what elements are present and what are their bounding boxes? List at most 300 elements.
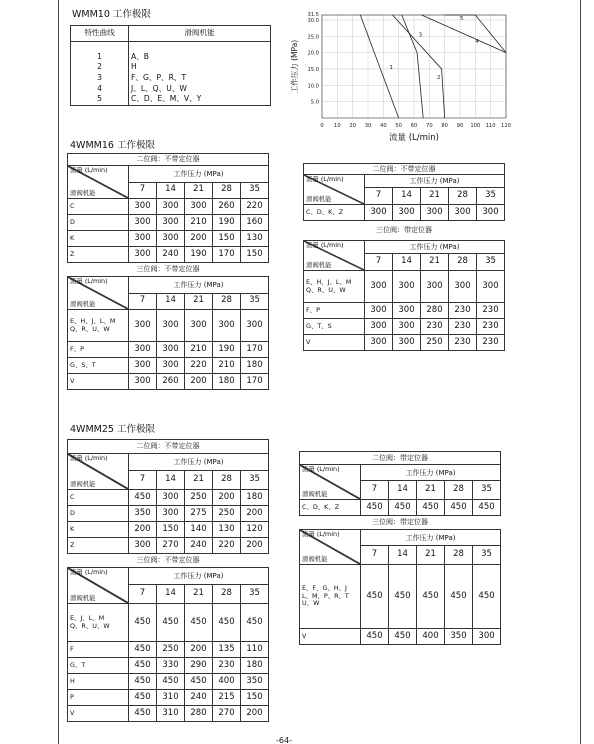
wmm25-left-cell-value: 450 <box>129 658 157 674</box>
wmm16-left-cell-value: 300 <box>157 215 185 231</box>
wmm16-left-row-label: F、P <box>68 342 129 358</box>
wmm25-left-pressure-14: 14 <box>157 471 185 490</box>
wmm25-left-cell-value: 220 <box>213 538 241 554</box>
wmm16-left-row-label: V <box>68 374 129 390</box>
wmm10-row <box>71 84 271 95</box>
chart-x-tick-label: 80 <box>441 123 448 129</box>
wmm16-right-table <box>303 163 505 351</box>
wmm25-right-row-label: C、D、K、Z <box>300 500 361 516</box>
wmm25-right-subtitle: 三位阀：带定位器 <box>300 516 501 530</box>
chart-series-line-4 <box>422 15 506 53</box>
wmm16-left-cell-value: 300 <box>129 247 157 263</box>
wmm25-left-data-row <box>68 658 269 674</box>
wmm25-left-cell-value: 350 <box>129 506 157 522</box>
wmm25-right-pressure-35: 35 <box>473 481 501 500</box>
wmm16-right-cell-value: 300 <box>365 319 393 335</box>
wmm25-right-pressure-7: 7 <box>361 481 389 500</box>
wmm25-left-cell-value: 450 <box>129 690 157 706</box>
wmm25-left-cell-value: 120 <box>241 522 269 538</box>
wmm25-left-cell-value: 215 <box>213 690 241 706</box>
wmm16-left-cell-value: 210 <box>185 342 213 358</box>
wmm16-left-cell-value: 170 <box>241 374 269 390</box>
wmm16-right-data-row <box>304 271 505 303</box>
wmm25-right-block <box>299 451 500 645</box>
wmm16-left-cell-value: 210 <box>213 358 241 374</box>
wmm25-left-cell-value: 200 <box>241 538 269 554</box>
wmm16-left-cell-value: 170 <box>241 342 269 358</box>
wmm16-right-cell-value: 300 <box>421 271 449 303</box>
wmm16-right-cell-value: 300 <box>393 205 421 221</box>
wmm16-right-pressure-35: 35 <box>477 188 505 205</box>
wmm25-right-row-label: E、F、G、H、J L、M、P、R、T U、W <box>300 565 361 629</box>
wmm25-left-cell-value: 450 <box>157 674 185 690</box>
wmm25-right-spool-label: 滑阀机能 <box>302 554 328 563</box>
wmm16-left-cell-value: 260 <box>157 374 185 390</box>
wmm16-right-cell-value: 300 <box>365 271 393 303</box>
chart-x-tick-label: 20 <box>349 123 356 129</box>
wmm10-spool-function: A、B <box>129 42 271 62</box>
wmm16-left-data-row <box>68 374 269 390</box>
wmm16-left-cell-value: 190 <box>213 342 241 358</box>
wmm25-left-cell-value: 200 <box>213 490 241 506</box>
wmm16-left-cell-value: 210 <box>185 215 213 231</box>
wmm16-left-cell-value: 260 <box>213 199 241 215</box>
diagonal-header <box>300 530 360 564</box>
wmm16-right-pressure-label: 工作压力 (MPa) <box>365 241 505 254</box>
wmm25-left-cell-value: 135 <box>213 642 241 658</box>
chart-x-tick-label: 0 <box>320 123 324 129</box>
wmm16-left-cell-value: 300 <box>129 231 157 247</box>
wmm25-left-pressure-21: 21 <box>185 471 213 490</box>
diagonal-header <box>68 166 128 198</box>
wmm16-left-spool-label: 滑阀机能 <box>70 188 96 197</box>
wmm16-right-flow-spool-diagonal-cell <box>304 241 365 271</box>
diagonal-header <box>304 175 364 204</box>
wmm25-left-data-row <box>68 642 269 658</box>
wmm16-left-subtitle: 二位阀：不带定位器 <box>68 154 269 166</box>
wmm25-left-cell-value: 200 <box>241 506 269 522</box>
wmm25-left-subtitle-row <box>68 554 269 568</box>
wmm25-right-pressure-21: 21 <box>417 546 445 565</box>
wmm25-left-row-label: V <box>68 706 129 722</box>
wmm25-right-cell-value: 450 <box>361 500 389 516</box>
chart-x-axis-label: 流量 (L/min) <box>389 133 439 143</box>
chart-x-tick-label: 50 <box>395 123 402 129</box>
chart-x-tick-label: 70 <box>426 123 433 129</box>
wmm25-left-row-label: C <box>68 490 129 506</box>
wmm16-left-cell-value: 300 <box>185 310 213 342</box>
wmm16-left-pressure-7: 7 <box>129 293 157 310</box>
wmm25-left-data-row <box>68 604 269 642</box>
wmm16-left-cell-value: 300 <box>129 374 157 390</box>
wmm25-right-cell-value: 350 <box>445 629 473 645</box>
chart-series-label: 1 <box>389 64 393 71</box>
wmm25-left-data-row <box>68 706 269 722</box>
wmm16-left-pressure-7: 7 <box>129 182 157 199</box>
wmm16-right-flow-label: 流量 (L/min) <box>306 241 344 249</box>
wmm10-curve-number: 2 <box>71 62 129 73</box>
wmm16-right-cell-value: 300 <box>365 303 393 319</box>
wmm16-left-data-row <box>68 199 269 215</box>
wmm25-left-pressure-7: 7 <box>129 471 157 490</box>
wmm25-left-data-row <box>68 538 269 554</box>
wmm25-left-cell-value: 240 <box>185 690 213 706</box>
wmm25-right-pressure-21: 21 <box>417 481 445 500</box>
wmm16-left-pressure-21: 21 <box>185 182 213 199</box>
wmm16-left-cell-value: 300 <box>241 310 269 342</box>
wmm25-left-pressure-28: 28 <box>213 471 241 490</box>
wmm16-right-cell-value: 280 <box>421 303 449 319</box>
wmm16-right-pressure-35: 35 <box>477 254 505 271</box>
wmm25-left-cell-value: 400 <box>213 674 241 690</box>
wmm25-left-row-label: G、T <box>68 658 129 674</box>
wmm16-left-data-row <box>68 215 269 231</box>
wmm25-right-subtitle: 二位阀：带定位器 <box>300 452 501 465</box>
wmm25-right-data-row <box>300 565 501 629</box>
wmm16-right-cell-value: 300 <box>477 271 505 303</box>
wmm25-right-flow-label: 流量 (L/min) <box>302 465 340 473</box>
wmm25-left-pressure-21: 21 <box>185 585 213 604</box>
wmm16-left-data-row <box>68 310 269 342</box>
diagonal-header <box>68 568 128 603</box>
wmm16-left-cell-value: 200 <box>185 231 213 247</box>
wmm16-right-pressure-21: 21 <box>421 254 449 271</box>
chart-x-tick-label: 10 <box>334 123 341 129</box>
wmm16-left-data-row <box>68 247 269 263</box>
wmm16-right-data-row <box>304 335 505 351</box>
wmm16-left-row-label: C <box>68 199 129 215</box>
wmm16-right-subtitle-row <box>304 164 505 175</box>
wmm16-left-cell-value: 300 <box>129 199 157 215</box>
wmm25-left-cell-value: 450 <box>241 604 269 642</box>
wmm16-right-row-label: G、T、S <box>304 319 365 335</box>
wmm16-left-pressure-35: 35 <box>241 182 269 199</box>
wmm16-left-subtitle: 三位阀：不带定位器 <box>68 263 269 277</box>
wmm25-left-row-label: P <box>68 690 129 706</box>
wmm25-left-data-row <box>68 506 269 522</box>
wmm16-right-cell-value: 300 <box>449 205 477 221</box>
wmm25-right-cell-value: 450 <box>417 500 445 516</box>
chart-x-tick-label: 110 <box>485 123 496 129</box>
wmm25-right-cell-value: 450 <box>473 500 501 516</box>
wmm25-right-subtitle-row <box>300 516 501 530</box>
wmm25-left-cell-value: 240 <box>185 538 213 554</box>
wmm16-right-cell-value: 300 <box>477 205 505 221</box>
wmm16-left-pressure-14: 14 <box>157 293 185 310</box>
wmm16-right-cell-value: 300 <box>365 335 393 351</box>
wmm25-left-row-label: Z <box>68 538 129 554</box>
wmm16-right-row-label: E、H、J、L、M Q、R、U、W <box>304 271 365 303</box>
wmm25-left-cell-value: 300 <box>157 506 185 522</box>
wmm25-title: 4WMM25 工作极限 <box>70 424 155 435</box>
wmm25-right-flow-label: 流量 (L/min) <box>302 530 340 538</box>
wmm25-left-row-label: E、J、L、M Q、R、U、W <box>68 604 129 642</box>
wmm16-right-pressure-7: 7 <box>365 188 393 205</box>
wmm25-left-cell-value: 450 <box>185 674 213 690</box>
wmm16-right-cell-value: 300 <box>393 271 421 303</box>
wmm16-left-table <box>67 153 269 390</box>
wmm25-left-subtitle-row <box>68 440 269 454</box>
wmm10-spool-function: J、L、Q、U、W <box>129 84 271 95</box>
wmm16-right-cell-value: 230 <box>449 303 477 319</box>
wmm25-left-cell-value: 450 <box>213 604 241 642</box>
wmm16-left-cell-value: 190 <box>213 215 241 231</box>
wmm16-left-subtitle-row <box>68 263 269 277</box>
wmm16-left-cell-value: 170 <box>213 247 241 263</box>
wmm16-right-pressure-7: 7 <box>365 254 393 271</box>
wmm16-left-row-label: G、S、T <box>68 358 129 374</box>
wmm10-row <box>71 42 271 62</box>
wmm25-left-block <box>67 439 268 722</box>
wmm16-left-cell-value: 300 <box>129 358 157 374</box>
wmm16-left-flow-spool-diagonal-cell <box>68 277 129 310</box>
wmm16-left-data-row <box>68 342 269 358</box>
wmm10-header-curve: 特性曲线 <box>71 26 129 42</box>
diagonal-header <box>68 454 128 489</box>
wmm25-left-cell-value: 200 <box>241 706 269 722</box>
chart-series-label: 2 <box>437 74 441 81</box>
wmm25-left-data-row <box>68 522 269 538</box>
wmm25-left-cell-value: 150 <box>157 522 185 538</box>
wmm25-left-pressure-7: 7 <box>129 585 157 604</box>
wmm25-left-pressure-label: 工作压力 (MPa) <box>129 454 269 471</box>
wmm16-right-cell-value: 230 <box>477 335 505 351</box>
wmm25-left-data-row <box>68 690 269 706</box>
wmm16-left-row-label: Z <box>68 247 129 263</box>
wmm25-right-pressure-28: 28 <box>445 481 473 500</box>
wmm25-left-pressure-35: 35 <box>241 471 269 490</box>
wmm16-left-pressure-label: 工作压力 (MPa) <box>129 277 269 294</box>
wmm16-left-cell-value: 300 <box>129 310 157 342</box>
chart-x-tick-label: 40 <box>380 123 387 129</box>
wmm25-left-cell-value: 300 <box>129 538 157 554</box>
wmm16-left-data-row <box>68 358 269 374</box>
wmm16-left-cell-value: 300 <box>213 310 241 342</box>
wmm16-right-pressure-28: 28 <box>449 188 477 205</box>
wmm16-left-cell-value: 180 <box>213 374 241 390</box>
wmm25-left-cell-value: 310 <box>157 706 185 722</box>
wmm25-right-data-row <box>300 500 501 516</box>
wmm16-right-row-label: C、D、K、Z <box>304 205 365 221</box>
wmm25-right-flow-row <box>300 530 501 546</box>
wmm16-right-subtitle: 二位阀：不带定位器 <box>304 164 505 175</box>
wmm16-right-cell-value: 300 <box>449 271 477 303</box>
wmm25-left-row-label: K <box>68 522 129 538</box>
wmm25-left-cell-value: 275 <box>185 506 213 522</box>
wmm16-left-flow-row <box>68 166 269 183</box>
diagonal-header <box>300 465 360 499</box>
wmm25-left-cell-value: 250 <box>157 642 185 658</box>
wmm25-left-row-label: D <box>68 506 129 522</box>
chart-y-tick-label: 15.0 <box>307 66 319 73</box>
wmm25-left-cell-value: 180 <box>241 490 269 506</box>
wmm16-right-cell-value: 230 <box>477 319 505 335</box>
wmm10-spool-function: C、D、E、M、V、Y <box>129 95 271 106</box>
wmm25-left-flow-spool-diagonal-cell <box>68 454 129 490</box>
wmm25-right-cell-value: 450 <box>473 565 501 629</box>
wmm25-right-data-row <box>300 629 501 645</box>
wmm16-right-cell-value: 300 <box>393 319 421 335</box>
wmm16-right-pressure-14: 14 <box>393 188 421 205</box>
wmm25-right-flow-spool-diagonal-cell <box>300 465 361 500</box>
wmm10-spool-function: H <box>129 62 271 73</box>
wmm25-right-pressure-35: 35 <box>473 546 501 565</box>
wmm10-curve-number: 4 <box>71 84 129 95</box>
chart-series-label: 5 <box>460 15 464 22</box>
wmm16-left-pressure-28: 28 <box>213 182 241 199</box>
wmm25-right-pressure-label: 工作压力 (MPa) <box>361 465 501 481</box>
wmm25-left-flow-row <box>68 454 269 471</box>
wmm16-left-cell-value: 150 <box>213 231 241 247</box>
wmm16-left-block <box>67 153 268 390</box>
wmm25-left-cell-value: 130 <box>213 522 241 538</box>
wmm16-right-cell-value: 230 <box>449 319 477 335</box>
chart-y-tick-label: 25.0 <box>307 34 319 41</box>
chart-series-label: 4 <box>475 38 479 45</box>
wmm25-right-table <box>299 451 501 645</box>
wmm25-left-cell-value: 450 <box>129 674 157 690</box>
wmm16-right-cell-value: 300 <box>393 303 421 319</box>
wmm16-right-spool-label: 滑阀机能 <box>306 260 332 269</box>
wmm25-right-pressure-7: 7 <box>361 546 389 565</box>
wmm16-left-cell-value: 220 <box>185 358 213 374</box>
wmm25-left-flow-label: 流量 (L/min) <box>70 568 108 576</box>
wmm10-table <box>70 25 271 106</box>
wmm25-left-subtitle: 二位阀：不带定位器 <box>68 440 269 454</box>
wmm16-right-pressure-14: 14 <box>393 254 421 271</box>
wmm25-left-spool-label: 滑阀机能 <box>70 593 96 602</box>
wmm16-right-data-row <box>304 303 505 319</box>
wmm25-right-spool-label: 滑阀机能 <box>302 489 328 498</box>
wmm25-left-cell-value: 450 <box>129 706 157 722</box>
wmm16-left-cell-value: 220 <box>241 199 269 215</box>
wmm10-chart <box>288 6 520 144</box>
wmm25-left-flow-row <box>68 568 269 585</box>
wmm25-right-cell-value: 450 <box>445 500 473 516</box>
wmm25-right-flow-row <box>300 465 501 481</box>
wmm25-left-pressure-label: 工作压力 (MPa) <box>129 568 269 585</box>
wmm16-left-data-row <box>68 231 269 247</box>
wmm16-left-flow-label: 流量 (L/min) <box>70 166 108 174</box>
wmm16-left-spool-label: 滑阀机能 <box>70 299 96 308</box>
wmm16-left-cell-value: 300 <box>157 310 185 342</box>
wmm16-left-cell-value: 300 <box>157 231 185 247</box>
wmm25-right-row-label: V <box>300 629 361 645</box>
wmm16-left-cell-value: 300 <box>157 358 185 374</box>
wmm25-right-pressure-14: 14 <box>389 546 417 565</box>
wmm16-right-subtitle: 三位阀：带定位器 <box>304 221 505 241</box>
wmm16-left-cell-value: 240 <box>157 247 185 263</box>
chart-y-tick-label: 31.5 <box>307 12 319 18</box>
wmm16-right-cell-value: 300 <box>365 205 393 221</box>
wmm16-left-cell-value: 150 <box>241 247 269 263</box>
wmm16-right-pressure-label: 工作压力 (MPa) <box>365 175 505 188</box>
wmm16-left-cell-value: 180 <box>241 358 269 374</box>
wmm10-row <box>71 73 271 84</box>
chart-x-tick-label: 120 <box>501 123 511 129</box>
page-number: -64- <box>276 736 292 744</box>
wmm10-header-spool: 滑阀机能 <box>129 26 271 42</box>
wmm25-left-flow-label: 流量 (L/min) <box>70 454 108 462</box>
chart-y-tick-label: 10.0 <box>307 83 319 90</box>
wmm25-left-data-row <box>68 490 269 506</box>
wmm16-left-row-label: K <box>68 231 129 247</box>
wmm16-left-cell-value: 300 <box>157 342 185 358</box>
wmm16-right-block <box>303 163 504 351</box>
wmm25-left-cell-value: 450 <box>157 604 185 642</box>
wmm25-left-cell-value: 450 <box>185 604 213 642</box>
chart-y-tick-label: 5.0 <box>310 99 319 106</box>
wmm25-right-cell-value: 450 <box>417 565 445 629</box>
wmm25-left-table <box>67 439 269 722</box>
wmm25-left-cell-value: 450 <box>129 604 157 642</box>
wmm25-left-pressure-35: 35 <box>241 585 269 604</box>
wmm16-left-flow-spool-diagonal-cell <box>68 166 129 199</box>
wmm10-spool-function: F、G、P、R、T <box>129 73 271 84</box>
wmm25-left-row-label: H <box>68 674 129 690</box>
wmm10-header-row <box>71 26 271 42</box>
wmm25-left-cell-value: 450 <box>129 642 157 658</box>
wmm25-left-cell-value: 300 <box>157 490 185 506</box>
wmm16-left-pressure-28: 28 <box>213 293 241 310</box>
wmm25-left-cell-value: 280 <box>185 706 213 722</box>
wmm25-left-cell-value: 290 <box>185 658 213 674</box>
wmm25-left-cell-value: 180 <box>241 658 269 674</box>
chart-x-tick-label: 100 <box>470 123 481 129</box>
wmm25-right-pressure-28: 28 <box>445 546 473 565</box>
wmm16-right-data-row <box>304 319 505 335</box>
diagonal-header <box>68 277 128 309</box>
wmm16-left-cell-value: 300 <box>157 199 185 215</box>
wmm25-left-cell-value: 200 <box>185 642 213 658</box>
wmm25-right-cell-value: 450 <box>445 565 473 629</box>
wmm16-right-flow-row <box>304 175 505 188</box>
wmm16-right-cell-value: 300 <box>393 335 421 351</box>
wmm16-right-subtitle-row <box>304 221 505 241</box>
wmm25-left-cell-value: 150 <box>241 690 269 706</box>
wmm25-left-cell-value: 200 <box>129 522 157 538</box>
wmm16-left-cell-value: 160 <box>241 215 269 231</box>
wmm25-right-cell-value: 450 <box>389 565 417 629</box>
wmm16-right-cell-value: 230 <box>449 335 477 351</box>
wmm16-left-cell-value: 300 <box>129 342 157 358</box>
wmm25-left-spool-label: 滑阀机能 <box>70 479 96 488</box>
wmm25-left-pressure-28: 28 <box>213 585 241 604</box>
wmm16-left-flow-label: 流量 (L/min) <box>70 277 108 285</box>
wmm25-right-pressure-label: 工作压力 (MPa) <box>361 530 501 546</box>
wmm25-left-pressure-14: 14 <box>157 585 185 604</box>
wmm16-right-spool-label: 滑阀机能 <box>306 194 332 203</box>
wmm10-chart-svg <box>288 6 520 144</box>
wmm25-left-row-label: F <box>68 642 129 658</box>
wmm25-left-cell-value: 140 <box>185 522 213 538</box>
wmm16-right-row-label: V <box>304 335 365 351</box>
wmm16-left-cell-value: 300 <box>185 199 213 215</box>
chart-x-tick-label: 90 <box>456 123 464 129</box>
wmm25-left-cell-value: 250 <box>213 506 241 522</box>
wmm16-left-flow-row <box>68 277 269 294</box>
wmm25-right-cell-value: 450 <box>361 629 389 645</box>
wmm16-right-cell-value: 250 <box>421 335 449 351</box>
wmm16-left-pressure-14: 14 <box>157 182 185 199</box>
wmm25-left-cell-value: 270 <box>157 538 185 554</box>
wmm10-curve-number: 1 <box>71 42 129 62</box>
wmm25-left-data-row <box>68 674 269 690</box>
wmm16-right-pressure-28: 28 <box>449 254 477 271</box>
wmm25-right-pressure-14: 14 <box>389 481 417 500</box>
wmm25-right-cell-value: 450 <box>389 500 417 516</box>
wmm16-left-pressure-21: 21 <box>185 293 213 310</box>
